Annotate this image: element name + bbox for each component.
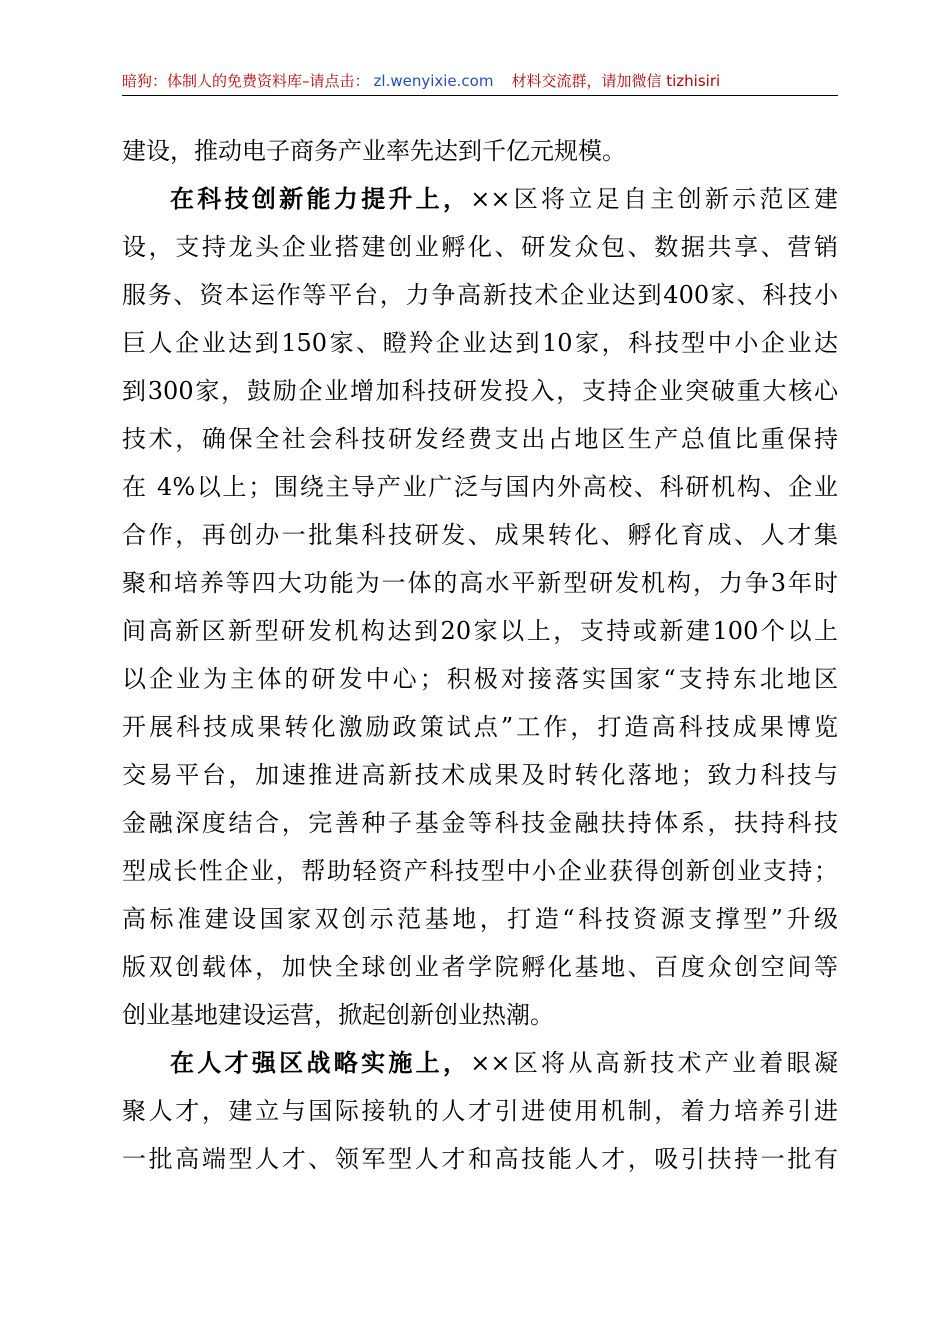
paragraph-lead: 在人才强区战略实施上， bbox=[170, 1048, 471, 1077]
text-line: 创业基地建设运营，掀起创新创业热潮。 bbox=[122, 1001, 554, 1029]
text-line: 以企业为主体的研发中心；积极对接落实国家“支持东北地区 bbox=[122, 665, 838, 693]
text-line: 巨人企业达到150家、瞪羚企业达到10家，科技型中小企业达 bbox=[122, 329, 838, 357]
text-run: ××区将立足自主创新示范区建 bbox=[470, 185, 839, 213]
text-line: 高标准建设国家双创示范基地，打造“科技资源支撑型”升级 bbox=[122, 905, 838, 933]
header-divider bbox=[122, 95, 838, 96]
paragraph bbox=[122, 1039, 838, 1183]
text-line: 交易平台，加速推进高新技术成果及时转化落地；致力科技与 bbox=[122, 761, 838, 789]
text-line bbox=[122, 175, 838, 223]
text-line: 设，支持龙头企业搭建创业孵化、研发众包、数据共享、营销 bbox=[122, 233, 838, 261]
paragraph-lead: 在科技创新能力提升上， bbox=[170, 184, 471, 213]
text-line: 合作，再创办一批集科技研发、成果转化、孵化育成、人才集 bbox=[122, 521, 838, 549]
text-line: 金融深度结合，完善种子基金等科技金融扶持体系，扶持科技 bbox=[122, 809, 838, 837]
text-line: 间高新区新型研发机构达到20家以上，支持或新建100个以上 bbox=[122, 617, 838, 645]
text-line: 型成长性企业，帮助轻资产科技型中小企业获得创新创业支持； bbox=[122, 857, 838, 885]
text-line: 聚人才，建立与国际接轨的人才引进使用机制，着力培养引进 bbox=[122, 1097, 838, 1125]
text-line: 聚和培养等四大功能为一体的高水平新型研发机构，力争3年时 bbox=[122, 569, 838, 597]
text-line: 到300家，鼓励企业增加科技研发投入，支持企业突破重大核心 bbox=[122, 377, 838, 405]
header-site-name: 暗狗：体制人的免费资料库 bbox=[122, 72, 303, 90]
document-header bbox=[122, 66, 838, 96]
text-line: 版双创载体，加快全球创业者学院孵化基地、百度众创空间等 bbox=[122, 953, 838, 981]
paragraph bbox=[122, 175, 838, 1039]
header-contact: 材料交流群，请加微信 tizhisiri bbox=[511, 72, 721, 90]
text-line: 建设，推动电子商务产业率先达到千亿元规模。 bbox=[122, 137, 626, 165]
document-body bbox=[122, 127, 838, 1183]
text-line bbox=[122, 1039, 838, 1087]
header-prompt: –请点击： bbox=[302, 72, 370, 90]
text-run: ××区将从高新技术产业着眼凝 bbox=[470, 1049, 839, 1077]
text-line: 技术，确保全社会科技研发经费支出占地区生产总值比重保持 bbox=[122, 425, 838, 453]
text-line: 服务、资本运作等平台，力争高新技术企业达到400家、科技小 bbox=[122, 281, 838, 309]
text-line: 开展科技成果转化激励政策试点”工作，打造高科技成果博览 bbox=[122, 713, 838, 741]
text-line: 在 4%以上；围绕主导产业广泛与国内外高校、科研机构、企业 bbox=[122, 473, 838, 501]
paragraph bbox=[122, 127, 838, 175]
header-link[interactable]: zl.wenyixie.com bbox=[373, 72, 494, 90]
text-line: 一批高端型人才、领军型人才和高技能人才，吸引扶持一批有 bbox=[122, 1145, 838, 1173]
